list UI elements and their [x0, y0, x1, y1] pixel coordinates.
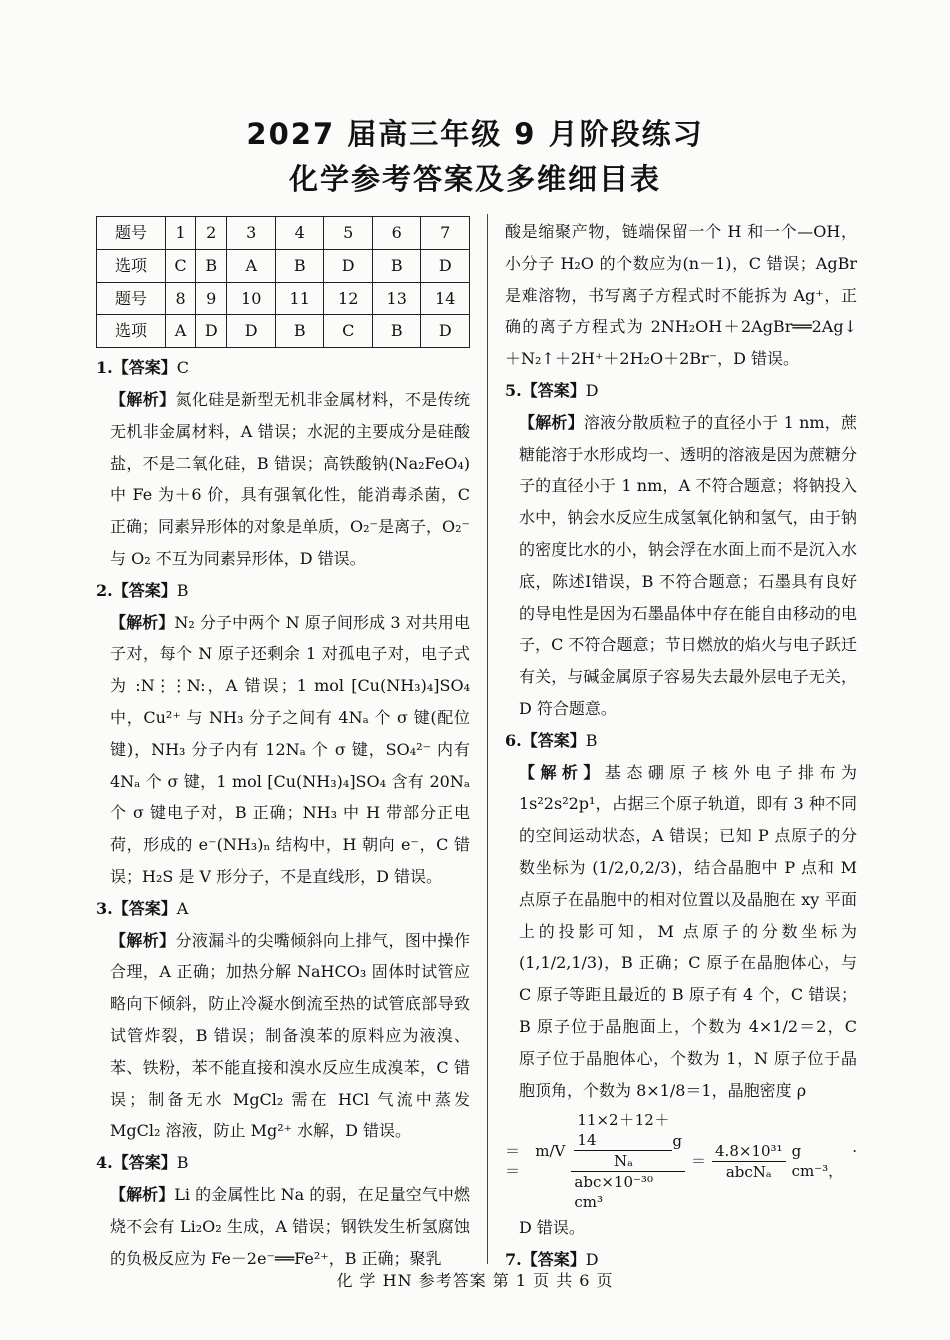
question-item: [96, 893, 470, 1147]
answer-tag: 【答案】: [112, 358, 177, 378]
answer-value: A: [176, 898, 189, 918]
question-answer-line: [505, 725, 857, 757]
answer-table-cell: 7: [421, 217, 470, 250]
answer-table-cell: 2: [196, 217, 227, 250]
answer-table-row: [97, 217, 470, 250]
question-item: [96, 575, 470, 893]
analysis-tail: D 错误。: [519, 1218, 585, 1238]
question-answer-line: [96, 893, 470, 925]
formula-unit: g · cm⁻³，: [791, 1142, 857, 1181]
analysis-text: [505, 757, 857, 1107]
formula-result-den: abcNₐ: [725, 1162, 772, 1181]
analysis-text: [505, 407, 857, 725]
answer-table-cell: A: [227, 249, 276, 282]
density-formula: [505, 1110, 857, 1212]
answer-table-cell: 5: [324, 217, 373, 250]
analysis-body: N₂ 分子中两个 N 原子间形成 3 对共用电子对，每个 N 原子还剩余 1 对孤电子对，电子式为 :N⋮⋮N:，A 错误；1 mol [Cu(NH₃)₄]SO₄ 中，Cu²⁺ 与 NH₃ 分子之间有 4Nₐ 个 σ 键(配位键)，NH₃ 分子内有 12Nₐ 个 σ 键，SO₄²⁻ 内有 4Nₐ 个 σ 键，1 mol [Cu(NH₃)₄]SO₄ 含有 20Nₐ 个 σ 键电子对，B 正确；NH₃ 中 H 带部分正电荷，形成的 e⁻(NH₃)ₙ 结构中，H 朝向 e⁻，C 错误；H₂S 是 V 形分子，不是直线形，D 错误。: [110, 612, 470, 886]
question-number: 7.: [505, 1250, 522, 1270]
answer-value: D: [585, 1250, 599, 1270]
formula-denominator: abc×10⁻³⁰ cm³: [574, 1173, 653, 1212]
answer-table-cell: C: [324, 315, 373, 348]
answer-table-cell: B: [275, 249, 324, 282]
analysis-tag: 【解析】: [110, 389, 176, 409]
answer-table-row-label: 题号: [97, 217, 166, 250]
question-answer-line: [96, 1147, 470, 1179]
answer-table-cell: D: [324, 249, 373, 282]
left-column: [96, 216, 470, 1274]
answer-table-cell: D: [196, 315, 227, 348]
question-answer-line: [505, 375, 857, 407]
analysis-body: 基态硼原子核外电子排布为 1s²2s²2p¹，占据三个原子轨道，即有 3 种不同的空间运动状态，A 错误；已知 P 点原子的分数坐标为 (1/2,0,2/3)，结合晶胞中 P 点和 M 点原子在晶胞中的相对位置以及晶胞在 xy 平面上的投影可知，M 点原子的分数坐标为 (1,1/2,1/3)，B 正确；C 原子在晶胞体心，与 C 原子等距且最近的 B 原子有 4 个，C 错误；B 原子位于晶胞面上，个数为 4×1/2＝2，C 原子位于晶胞体心，个数为 1，N 原子位于晶胞顶角，个数为 8×1/8＝1，晶胞密度 ρ: [519, 762, 857, 1100]
analysis-tag: 【解析】: [519, 762, 605, 782]
answer-tag: 【答案】: [521, 730, 586, 750]
formula-eq: ＝: [691, 1152, 707, 1171]
question-number: 2.: [96, 580, 113, 600]
answer-table-cell: B: [196, 249, 227, 282]
continuation-text: 酸是缩聚产物，链端保留一个 H 和一个—OH，小分子 H₂O 的个数应为(n－1)，C 错误；AgBr 是难溶物，书写离子方程式时不能拆为 Ag⁺，正确的离子方程式为 2NH₂OH＋2AgBr══2Ag↓＋N₂↑＋2H⁺＋2H₂O＋2Br⁻，D 错误。: [505, 222, 857, 369]
answer-value: B: [585, 730, 598, 750]
formula-numerator: [571, 1110, 685, 1172]
answer-table-row: [97, 315, 470, 348]
answer-table-cell: 1: [166, 217, 196, 250]
answer-value: D: [585, 380, 599, 400]
formula-num-unit: g: [672, 1131, 682, 1150]
analysis-tag: 【解析】: [519, 412, 584, 432]
analysis-body: Li 的金属性比 Na 的弱，在足量空气中燃烧不会有 Li₂O₂ 生成，A 错误；钢铁发生析氢腐蚀的负极反应为 Fe－2e⁻══Fe²⁺，B 正确；聚乳: [110, 1184, 470, 1268]
formula-fraction: [571, 1110, 685, 1212]
analysis-text: [96, 384, 470, 575]
answer-table-row-label: 选项: [97, 315, 166, 348]
right-column: [505, 216, 857, 1276]
analysis-tag: 【解析】: [110, 1184, 175, 1204]
answer-table-cell: 10: [227, 282, 276, 315]
answer-table-cell: B: [372, 249, 421, 282]
question-number: 5.: [505, 380, 522, 400]
answer-table-cell: 11: [275, 282, 324, 315]
analysis-body: 氮化硅是新型无机非金属材料，不是传统无机非金属材料，A 错误；水泥的主要成分是硅酸盐，不是二氧化硅，B 错误；高铁酸钠(Na₂FeO₄)中 Fe 为＋6 价，具有强氧化性，能消毒杀菌，C 正确；同素异形体的对象是单质，O₂⁻是离子，O₂⁻ 与 O₂ 不互为同素异形体，D 错误。: [110, 389, 470, 568]
answer-table-cell: B: [275, 315, 324, 348]
question-number: 6.: [505, 730, 522, 750]
answer-table-cell: B: [372, 315, 421, 348]
answer-table: [96, 216, 470, 348]
answer-table-cell: 8: [166, 282, 196, 315]
answer-tag: 【答案】: [521, 380, 586, 400]
answer-table-row: [97, 282, 470, 315]
answer-table-cell: D: [421, 249, 470, 282]
page-title: 2027 届高三年级 9 月阶段练习: [246, 117, 704, 151]
answer-table-cell: 9: [196, 282, 227, 315]
answer-tag: 【答案】: [521, 1250, 586, 1270]
formula-result-num: 4.8×10³¹: [712, 1141, 786, 1162]
analysis-body: 分液漏斗的尖嘴倾斜向上排气，图中操作合理，A 正确；加热分解 NaHCO₃ 固体时试管应略向下倾斜，防止冷凝水倒流至热的试管底部导致试管炸裂，B 错误；制备溴苯的原料应为液溴、苯、铁粉，苯不能直接和溴水反应生成溴苯，C 错误；制备无水 MgCl₂ 需在 HCl 气流中蒸发 MgCl₂ 溶液，防止 Mg²⁺ 水解，D 错误。: [110, 930, 470, 1141]
question-answer-line: [96, 575, 470, 607]
answer-table-cell: A: [166, 315, 196, 348]
answer-table-cell: 4: [275, 217, 324, 250]
page-subtitle: 化学参考答案及多维细目表: [288, 162, 661, 196]
answer-table-cell: 6: [372, 217, 421, 250]
answer-value: C: [176, 358, 189, 378]
answer-table-row-label: 题号: [97, 282, 166, 315]
answer-table-cell: 12: [324, 282, 373, 315]
formula-inner-num: 11×2＋12＋14: [574, 1110, 672, 1151]
answer-value: B: [176, 1153, 189, 1173]
analysis-body: 溶液分散质粒子的直径小于 1 nm，蔗糖能溶于水形成均一、透明的溶液是因为蔗糖分子的直径小于 1 nm，A 不符合题意；将钠投入水中，钠会水反应生成氢氧化钠和氢气，由于钠的密度比水的小，钠会浮在水面上而不是沉入水底，陈述Ⅰ错误，B 不符合题意；石墨具有良好的导电性是因为石墨晶体中存在能自由移动的电子，C 不符合题意；节日燃放的焰火与电子跃迁有关，与碱金属原子容易失去最外层电子无关，D 符合题意。: [519, 412, 857, 718]
analysis-text: [96, 607, 470, 893]
analysis-tag: 【解析】: [110, 930, 176, 950]
answer-table-cell: C: [166, 249, 196, 282]
answer-table-row-label: 选项: [97, 249, 166, 282]
formula-lhs: ＝ m/V ＝: [505, 1142, 566, 1181]
column-divider: [487, 214, 488, 1264]
answer-value: B: [176, 580, 189, 600]
answer-table-cell: D: [421, 315, 470, 348]
answer-tag: 【答案】: [112, 1153, 177, 1173]
answer-table-cell: 14: [421, 282, 470, 315]
question-item: [96, 1147, 470, 1274]
formula-inner-den: Nₐ: [613, 1152, 633, 1171]
formula-result: [712, 1141, 786, 1182]
analysis-text: [96, 925, 470, 1148]
answer-tag: 【答案】: [112, 580, 177, 600]
answer-table-cell: 13: [372, 282, 421, 315]
answer-tag: 【答案】: [112, 898, 177, 918]
answer-table-cell: D: [227, 315, 276, 348]
question-number: 3.: [96, 898, 113, 918]
question-item: [505, 725, 857, 1244]
question-number: 4.: [96, 1153, 113, 1173]
answer-table-row: [97, 249, 470, 282]
answer-table-cell: 3: [227, 217, 276, 250]
question-answer-line: [96, 352, 470, 384]
question-item: [96, 352, 470, 575]
question-item: [505, 375, 857, 725]
formula-inner-fraction: [574, 1110, 672, 1171]
analysis-text: [96, 1179, 470, 1274]
page-footer: 化 学 HN 参考答案 第 1 页 共 6 页: [336, 1271, 614, 1290]
analysis-tag: 【解析】: [110, 612, 175, 632]
question-number: 1.: [96, 358, 113, 378]
